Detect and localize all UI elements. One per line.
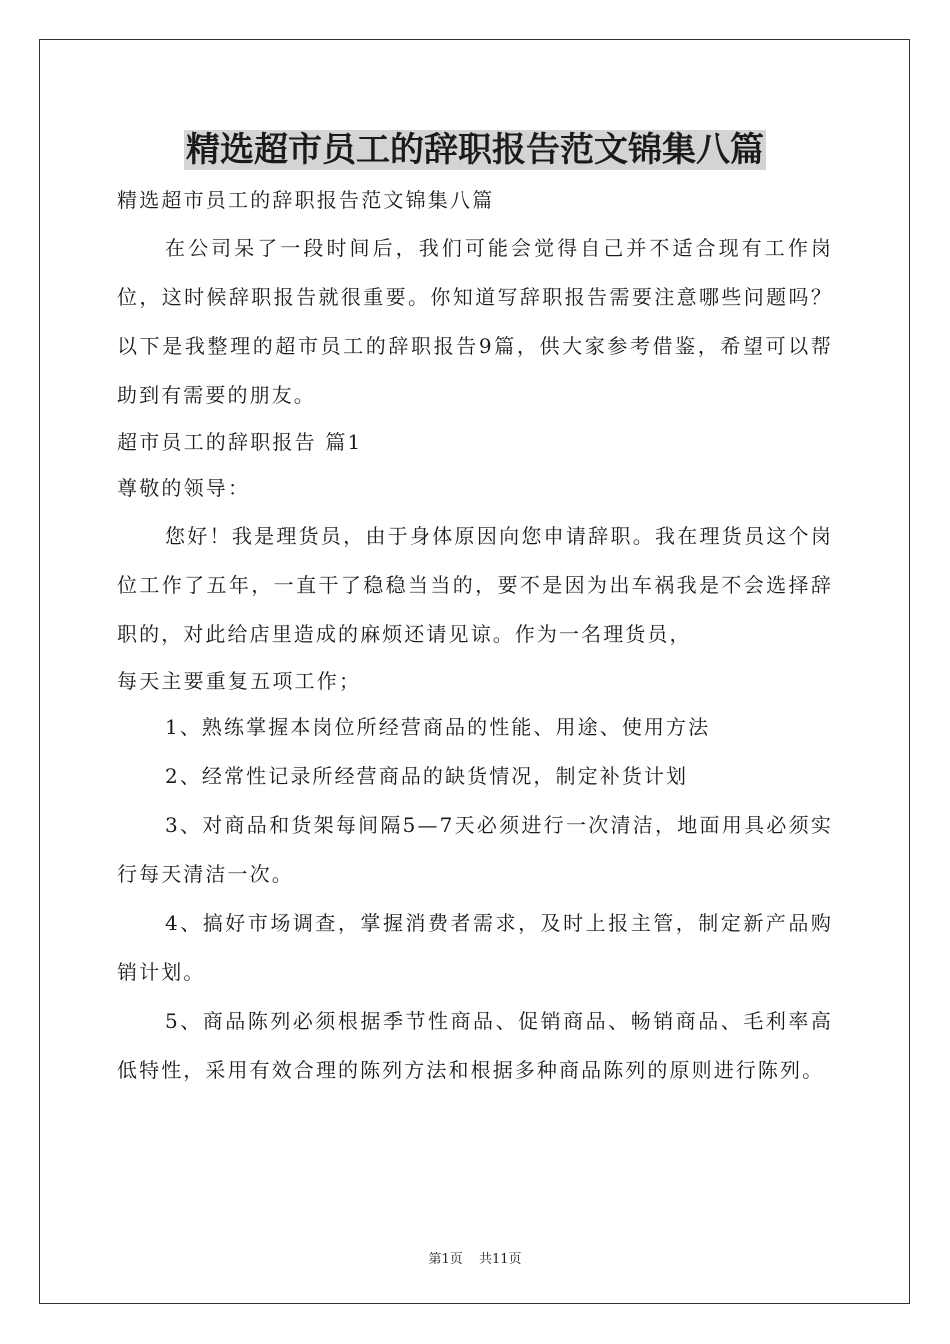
list-item: 4、搞好市场调查，掌握消费者需求，及时上报主管，制定新产品购销计划。 — [117, 911, 833, 984]
section-heading: 超市员工的辞职报告 篇1 — [117, 430, 363, 454]
salutation: 尊敬的领导： — [117, 476, 251, 500]
list-item: 3、对商品和货架每间隔5—7天必须进行一次清洁，地面用具必须实行每天清洁一次。 — [117, 813, 833, 886]
body-paragraph: 您好！我是理货员，由于身体原因向您申请辞职。我在理货员这个岗位工作了五年，一直干了稳稳当当的，要不是因为出车祸我是不会选择辞职的，对此给店里造成的麻烦还请见谅。作为一名理货员， — [117, 524, 833, 646]
page-number: 第1页 — [428, 1252, 463, 1267]
document-title-text: 精选超市员工的辞职报告范文锦集八篇 — [186, 130, 764, 170]
document-title — [0, 126, 950, 174]
document-subtitle: 精选超市员工的辞职报告范文锦集八篇 — [117, 188, 495, 212]
intro-paragraph: 在公司呆了一段时间后，我们可能会觉得自己并不适合现有工作岗位，这时候辞职报告就很重要。你知道写辞职报告需要注意哪些问题吗？以下是我整理的超市员工的辞职报告9篇，供大家参考借鉴，希望可以帮助到有需要的朋友。 — [117, 236, 833, 407]
page-total: 共11页 — [478, 1252, 522, 1267]
page-footer — [0, 1248, 950, 1267]
list-item: 1、熟练掌握本岗位所经营商品的性能、用途、使用方法 — [165, 715, 711, 739]
list-item: 2、经常性记录所经营商品的缺货情况，制定补货计划 — [165, 764, 689, 788]
body-tail: 每天主要重复五项工作； — [117, 669, 362, 693]
list-item: 5、商品陈列必须根据季节性商品、促销商品、畅销商品、毛利率高低特性，采用有效合理的陈列方法和根据多种商品陈列的原则进行陈列。 — [117, 1009, 833, 1082]
document-body — [117, 178, 833, 1095]
